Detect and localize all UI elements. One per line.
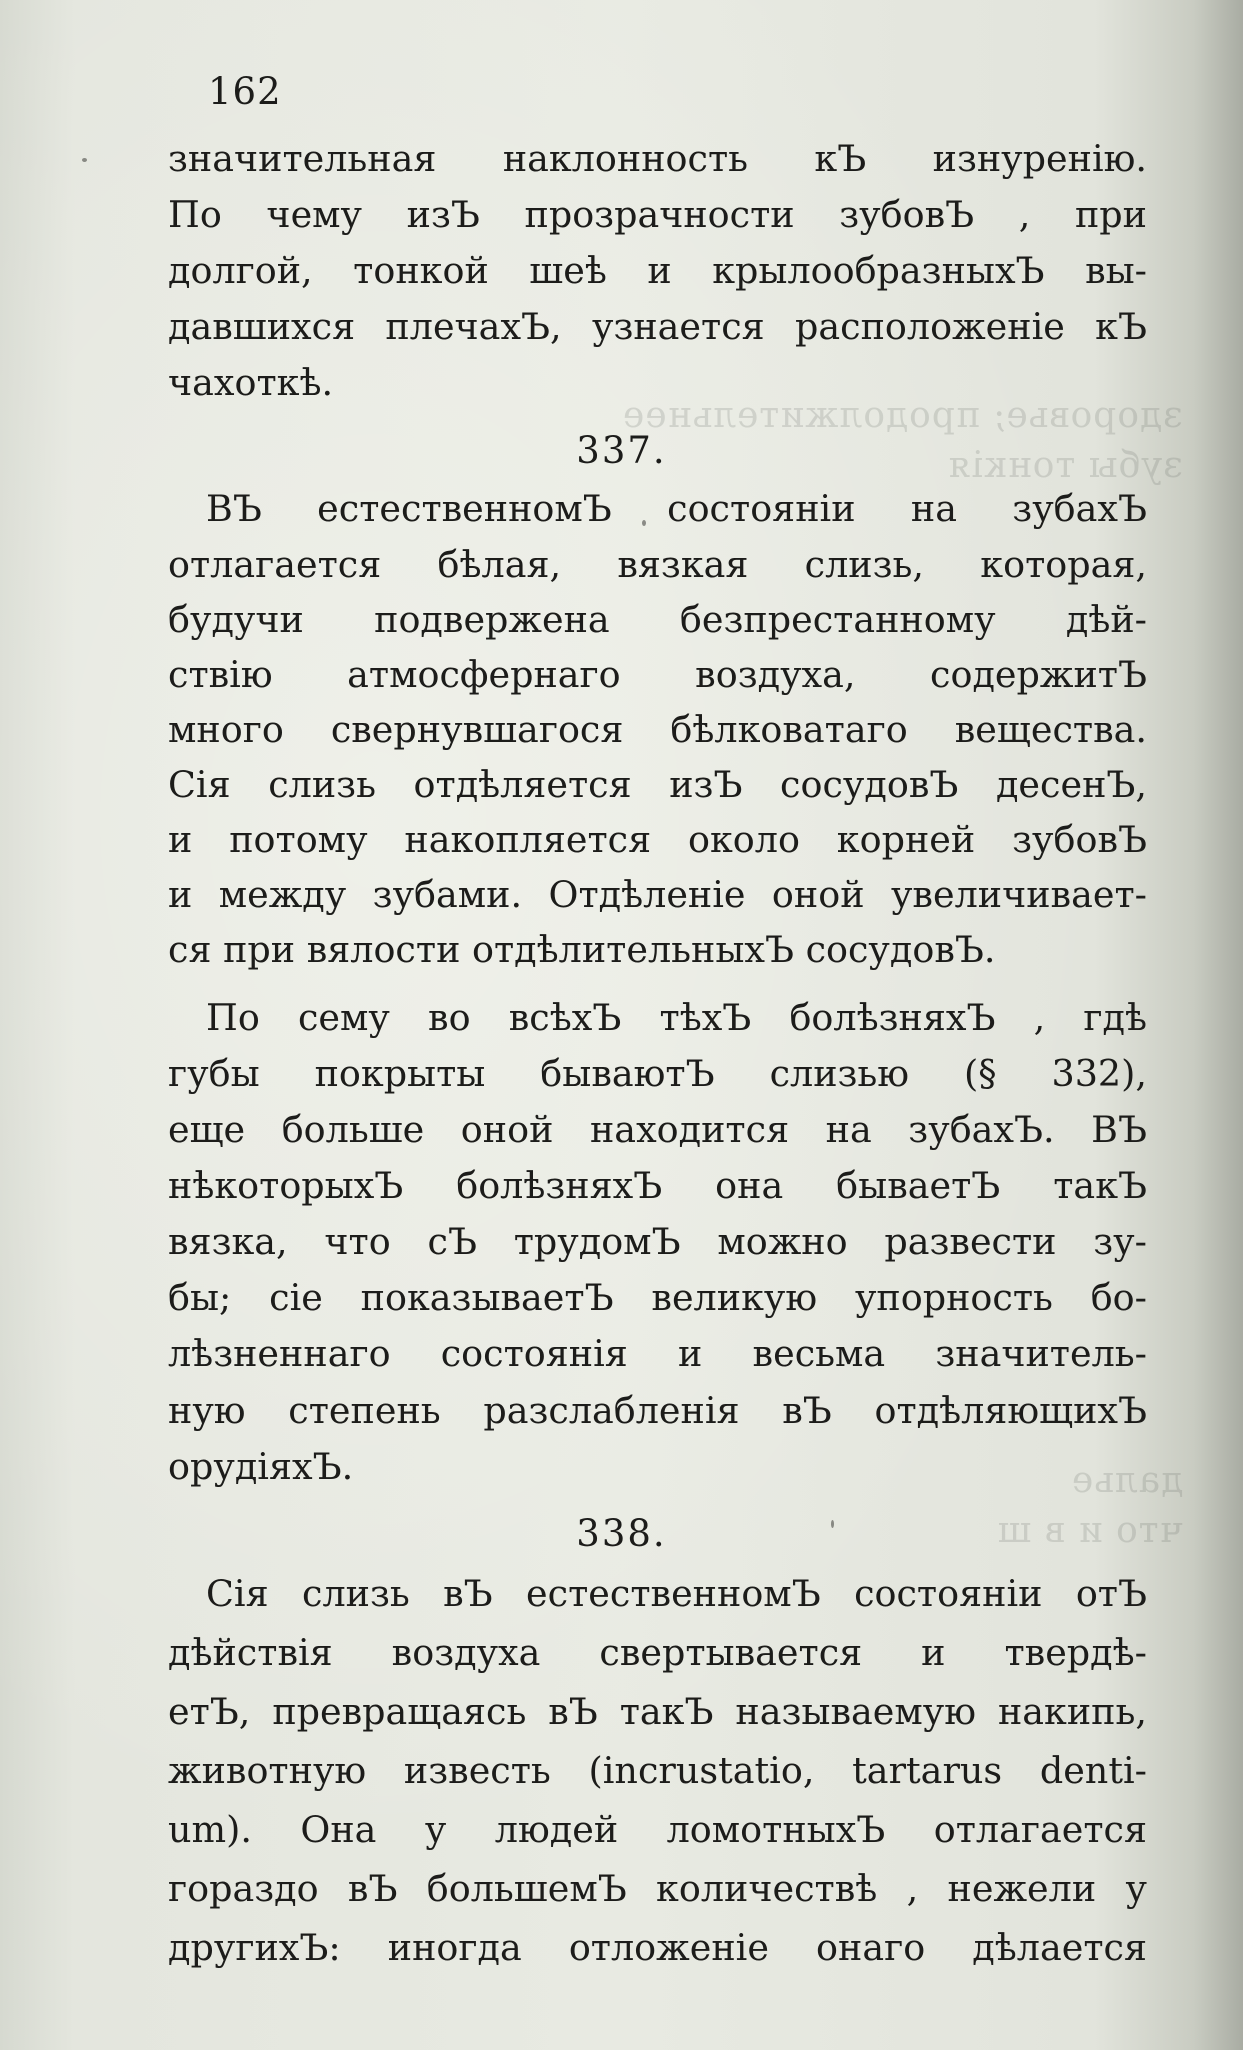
text-line: ную степень разслабленія вЪ отдѣляющихЪ (168, 1389, 1147, 1432)
text-line: лѣзненнаго состоянія и весьма значитель- (168, 1332, 1147, 1375)
text-line: долгой, тонкой шеѣ и крылообразныхЪ вы- (168, 249, 1147, 292)
text-line: вязка, что сЪ трудомЪ можно развести зу- (168, 1220, 1147, 1263)
text-line: нѣкоторыхЪ болѣзняхЪ она бываетЪ такЪ (168, 1164, 1147, 1207)
text-line: давшихся плечахЪ, узнается расположеніе кЪ (168, 305, 1147, 348)
text-line: еще больше оной находится на зубахЪ. ВЪ (168, 1108, 1147, 1151)
text-line: будучи подвержена безпрестанному дѣй- (168, 598, 1147, 641)
text-line: ся при вялости отдѣлительныхЪ сосудовЪ. (168, 928, 996, 971)
text-line: етЪ, превращаясь вЪ такЪ называемую накипь, (168, 1690, 1147, 1733)
text-line: животную известь (incrustatio, tartarus denti- (168, 1749, 1147, 1792)
text-line: орудіяхЪ. (168, 1445, 354, 1488)
text-line: и потому накопляется около корней зубовЪ (168, 818, 1147, 861)
ink-speck-icon (82, 158, 87, 162)
text-line: um). Она у людей ломотныхЪ отлагается (168, 1808, 1147, 1851)
text-line: дѣйствія воздуха свертывается и твердѣ- (168, 1631, 1147, 1674)
section-number-337: 337. (576, 429, 667, 472)
text-line: и между зубами. Отдѣленіе оной увеличивает- (168, 873, 1147, 916)
section-number-338: 338. (576, 1512, 667, 1555)
text-line: бы; сіе показываетЪ великую упорность бо- (168, 1276, 1147, 1319)
text-line: чахоткѣ. (168, 361, 334, 404)
bleed-through-text-icon: далье (1070, 1460, 1183, 1501)
text-line: ВЪ естественномЪ состояніи на зубахЪ (206, 487, 1147, 530)
text-line: По сему во всѣхЪ тѣхЪ болѣзняхЪ , гдѣ (206, 996, 1147, 1039)
text-line: ствію атмосфернаго воздуха, содержитЪ (168, 653, 1147, 696)
bleed-through-text-icon: что и в ш (996, 1510, 1183, 1551)
text-line: значительная наклонность кЪ изнуренію. (168, 137, 1147, 180)
text-line: другихЪ: иногда отложеніе онаго дѣлается (168, 1926, 1147, 1969)
page-number: 162 (208, 70, 282, 113)
text-line: По чему изЪ прозрачности зубовЪ , при (168, 193, 1147, 236)
bleed-through-text-icon: зубы тонкія (947, 445, 1183, 486)
text-line: много свернувшагося бѣлковатаго вещества. (168, 708, 1147, 751)
text-line: отлагается бѣлая, вязкая слизь, которая, (168, 543, 1147, 586)
text-line: гораздо вЪ большемЪ количествѣ , нежели у (168, 1867, 1147, 1910)
text-line: губы покрыты бываютЪ слизью (§ 332), (168, 1052, 1147, 1095)
text-line: Сія слизь вЪ естественномЪ состояніи отЪ (206, 1572, 1147, 1615)
bleed-through-text-icon: здоровье; продолжительнее (622, 395, 1183, 436)
text-line: Сія слизь отдѣляется изЪ сосудовЪ десенЪ, (168, 763, 1147, 806)
